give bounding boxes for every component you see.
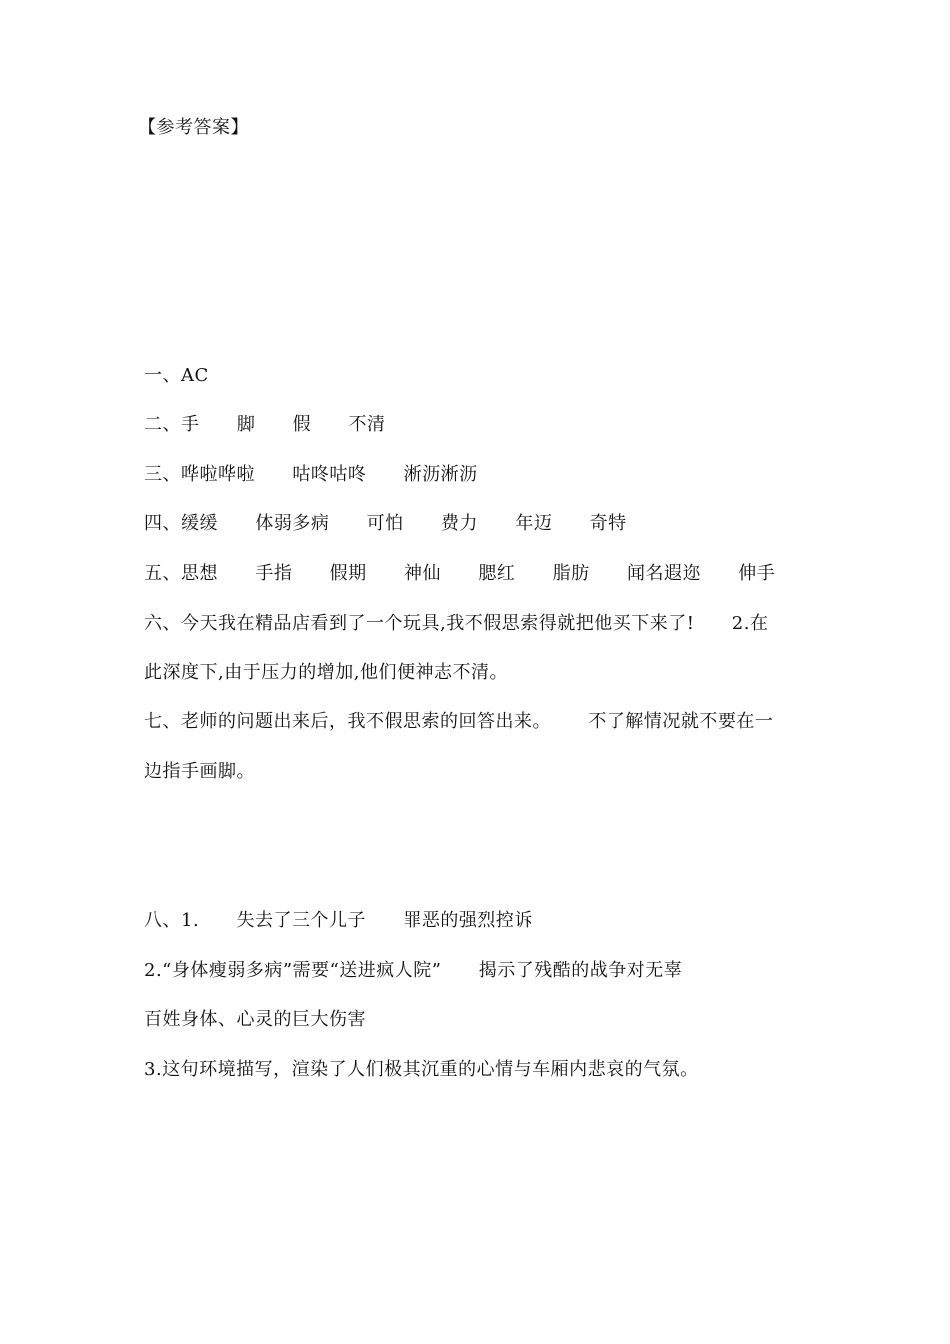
answer-line-5: 五、思想 手指 假期 神仙 腮红 脂肪 闻名遐迩 伸手 bbox=[144, 563, 776, 584]
answer-line-1: 一、AC bbox=[144, 365, 209, 386]
answer-line-4: 四、缓缓 体弱多病 可怕 费力 年迈 奇特 bbox=[144, 513, 627, 534]
answer-line-6b: 此深度下,由于压力的增加,他们便神志不清。 bbox=[144, 662, 508, 683]
answer-heading: 【参考答案】 bbox=[138, 117, 249, 138]
answer-line-7b: 边指手画脚。 bbox=[144, 761, 255, 782]
answer-line-6a: 六、今天我在精品店看到了一个玩具,我不假思索得就把他买下来了! 2.在 bbox=[144, 613, 769, 634]
answer-line-8b: 2.“身体瘦弱多病”需要“送进疯人院” 揭示了残酷的战争对无辜 bbox=[144, 960, 683, 981]
answer-line-8c: 百姓身体、心灵的巨大伤害 bbox=[144, 1009, 366, 1030]
answer-line-3: 三、哗啦哗啦 咕咚咕咚 淅沥淅沥 bbox=[144, 464, 478, 485]
answer-line-8a: 八、1. 失去了三个儿子 罪恶的强烈控诉 bbox=[144, 910, 533, 931]
answer-line-2: 二、手 脚 假 不清 bbox=[144, 414, 386, 435]
answer-line-8d: 3.这句环境描写，渲染了人们极其沉重的心情与车厢内悲哀的气氛。 bbox=[144, 1059, 699, 1080]
answer-line-7a: 七、老师的问题出来后，我不假思索的回答出来。 不了解情况就不要在一 bbox=[144, 711, 774, 732]
